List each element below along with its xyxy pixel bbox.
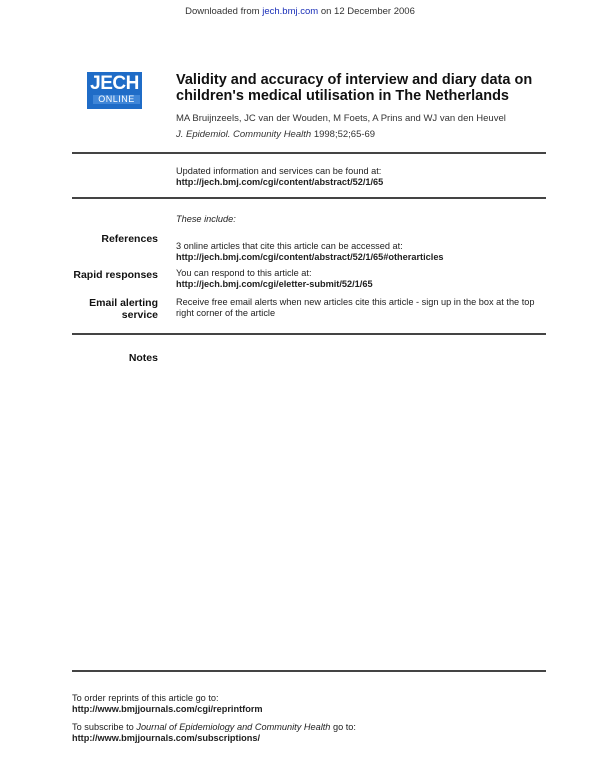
subscribe-prefix: To subscribe to — [72, 722, 137, 732]
reprints-text: To order reprints of this article go to: — [72, 693, 219, 703]
article-authors: MA Bruijnzeels, JC van der Wouden, M Foets, A Prins and WJ van den Heuvel — [176, 113, 506, 124]
updated-info-text: Updated information and services can be found at: — [176, 166, 382, 176]
divider — [72, 152, 546, 154]
jech-online-logo — [87, 72, 142, 109]
email-alerting-label-line2: service — [121, 309, 158, 321]
subscribe-link[interactable]: http://www.bmjjournals.com/subscriptions/ — [72, 733, 261, 743]
these-include-label: These include: — [176, 214, 236, 224]
logo-line1: JECH — [90, 73, 139, 94]
rapid-responses-text: You can respond to this article at: — [176, 268, 312, 278]
reprints-link[interactable]: http://www.bmjjournals.com/cgi/reprintform — [72, 704, 263, 714]
banner-suffix: on 12 December 2006 — [318, 6, 415, 17]
divider — [72, 333, 546, 335]
email-alerting-label-line1: Email alerting — [89, 297, 158, 309]
email-alerting-heading — [58, 297, 158, 321]
download-banner — [0, 6, 600, 17]
citation-details: 1998;52;65-69 — [313, 129, 376, 140]
email-alerting-text: Receive free email alerts when new articles cite this article - sign up in the box at the top right corner of the article — [176, 297, 535, 318]
rapid-responses-heading: Rapid responses — [73, 269, 158, 281]
article-citation — [176, 129, 375, 140]
divider — [72, 670, 546, 672]
rapid-responses-link[interactable]: http://jech.bmj.com/cgi/eletter-submit/52/1/65 — [176, 279, 373, 289]
references-heading: References — [101, 233, 158, 245]
site-link[interactable]: jech.bmj.com — [262, 6, 319, 17]
subscribe-journal: Journal of Epidemiology and Community Health — [136, 722, 331, 732]
references-link[interactable]: http://jech.bmj.com/cgi/content/abstract/52/1/65#otherarticles — [176, 252, 444, 262]
divider — [72, 197, 546, 199]
subscribe-text — [72, 722, 356, 733]
logo-line2: ONLINE — [93, 95, 140, 104]
updated-info-link[interactable]: http://jech.bmj.com/cgi/content/abstract/52/1/65 — [176, 177, 384, 187]
banner-prefix: Downloaded from — [185, 6, 263, 17]
journal-name: J. Epidemiol. Community Health — [176, 129, 312, 140]
article-title: Validity and accuracy of interview and diary data on children's medical utilisation in The Netherlands — [176, 72, 533, 104]
subscribe-suffix: go to: — [330, 722, 356, 732]
references-text: 3 online articles that cite this article can be accessed at: — [176, 241, 403, 251]
notes-heading: Notes — [128, 352, 158, 364]
